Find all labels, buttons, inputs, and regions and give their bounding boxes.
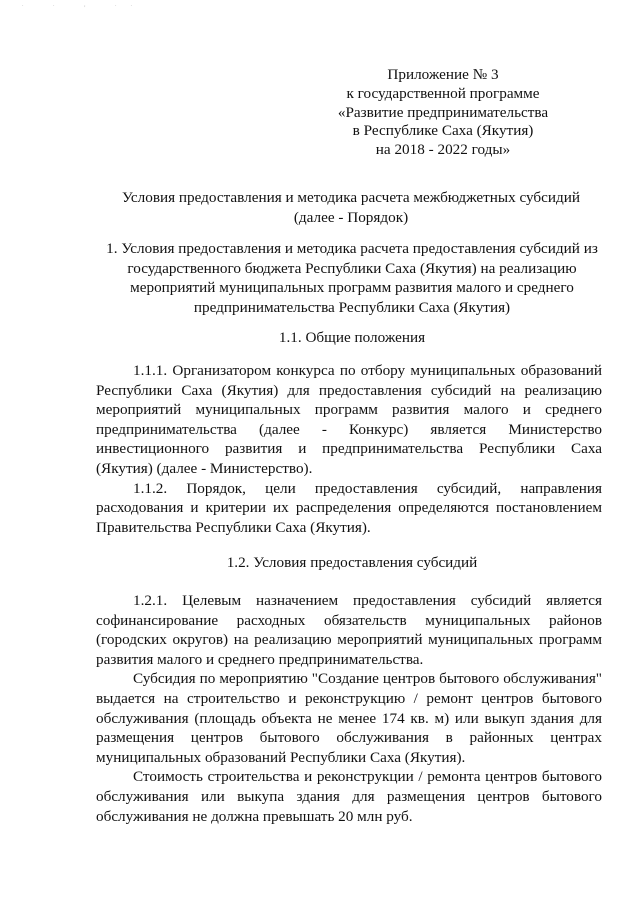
appendix-header [318, 66, 568, 160]
section-1-heading: 1. Условия предоставления и методика расчета предоставления субсидий из государственного бюджета Республики Саха (Якутия) на реализацию мероприятий муниципальных программ развития малого и среднего предпринимательства Республики Саха (Якутия) [106, 240, 598, 316]
paragraph-1-1-1: 1.1.1. Организатором конкурса по отбору муниципальных образований Республики Саха (Якутия) для предоставления субсидий на реализацию мероприятий муниципальных программ развития малого и среднего предпринимательства (далее - Конкурс) является Министерство инвестиционного развития и предпринимательства Республики Саха (Якутия) (далее - Министерство). [96, 362, 602, 477]
subsection-1-1-heading: 1.1. Общие положения [278, 329, 426, 346]
appendix-line: в Республике Саха (Якутия) [352, 122, 534, 140]
appendix-number: Приложение № 3 [387, 66, 499, 83]
subsection-1-2-body [96, 591, 602, 826]
paragraph-1-1-2: 1.1.2. Порядок, цели предоставления субсидий, направления расходования и критерии их распределения определяются постановлением Правительства Республики Саха (Якутия). [96, 479, 602, 536]
title-line: Условия предоставления и методика расчета межбюджетных субсидий [121, 189, 581, 206]
subsection-1-2-heading: 1.2. Условия предоставления субсидий [226, 554, 478, 571]
paragraph-subsidy: Субсидия по мероприятию "Создание центров бытового обслуживания" выдается на строительство и реконструкцию / ремонт центров бытового обслуживания (площадь объекта не менее 174 кв. м) или выкуп здания для размещения центров бытового обслуживания в районных центрах муниципальных образований Республики Саха (Якутия). [96, 670, 602, 766]
paragraph-cost-limit: Стоимость строительства и реконструкции / ремонта центров бытового обслуживания или выкупа здания для размещения центров бытового обслуживания не должна превышать 20 млн руб. [96, 768, 602, 825]
subsection-1-1-body [96, 361, 602, 537]
scan-marks: . . , .. [22, 2, 146, 8]
appendix-line: «Развитие предпринимательства [337, 103, 549, 121]
title-line: (далее - Порядок) [293, 208, 409, 226]
appendix-line: к государственной программе [346, 84, 540, 102]
appendix-line: на 2018 - 2022 годы» [375, 141, 511, 159]
paragraph-1-2-1: 1.2.1. Целевым назначением предоставления субсидий является софинансирование расходных обязательств муниципальных районов (городских округов) на реализацию мероприятий муниципальных программ развития малого и среднего предпринимательства. [96, 592, 602, 668]
document-title [90, 188, 612, 227]
